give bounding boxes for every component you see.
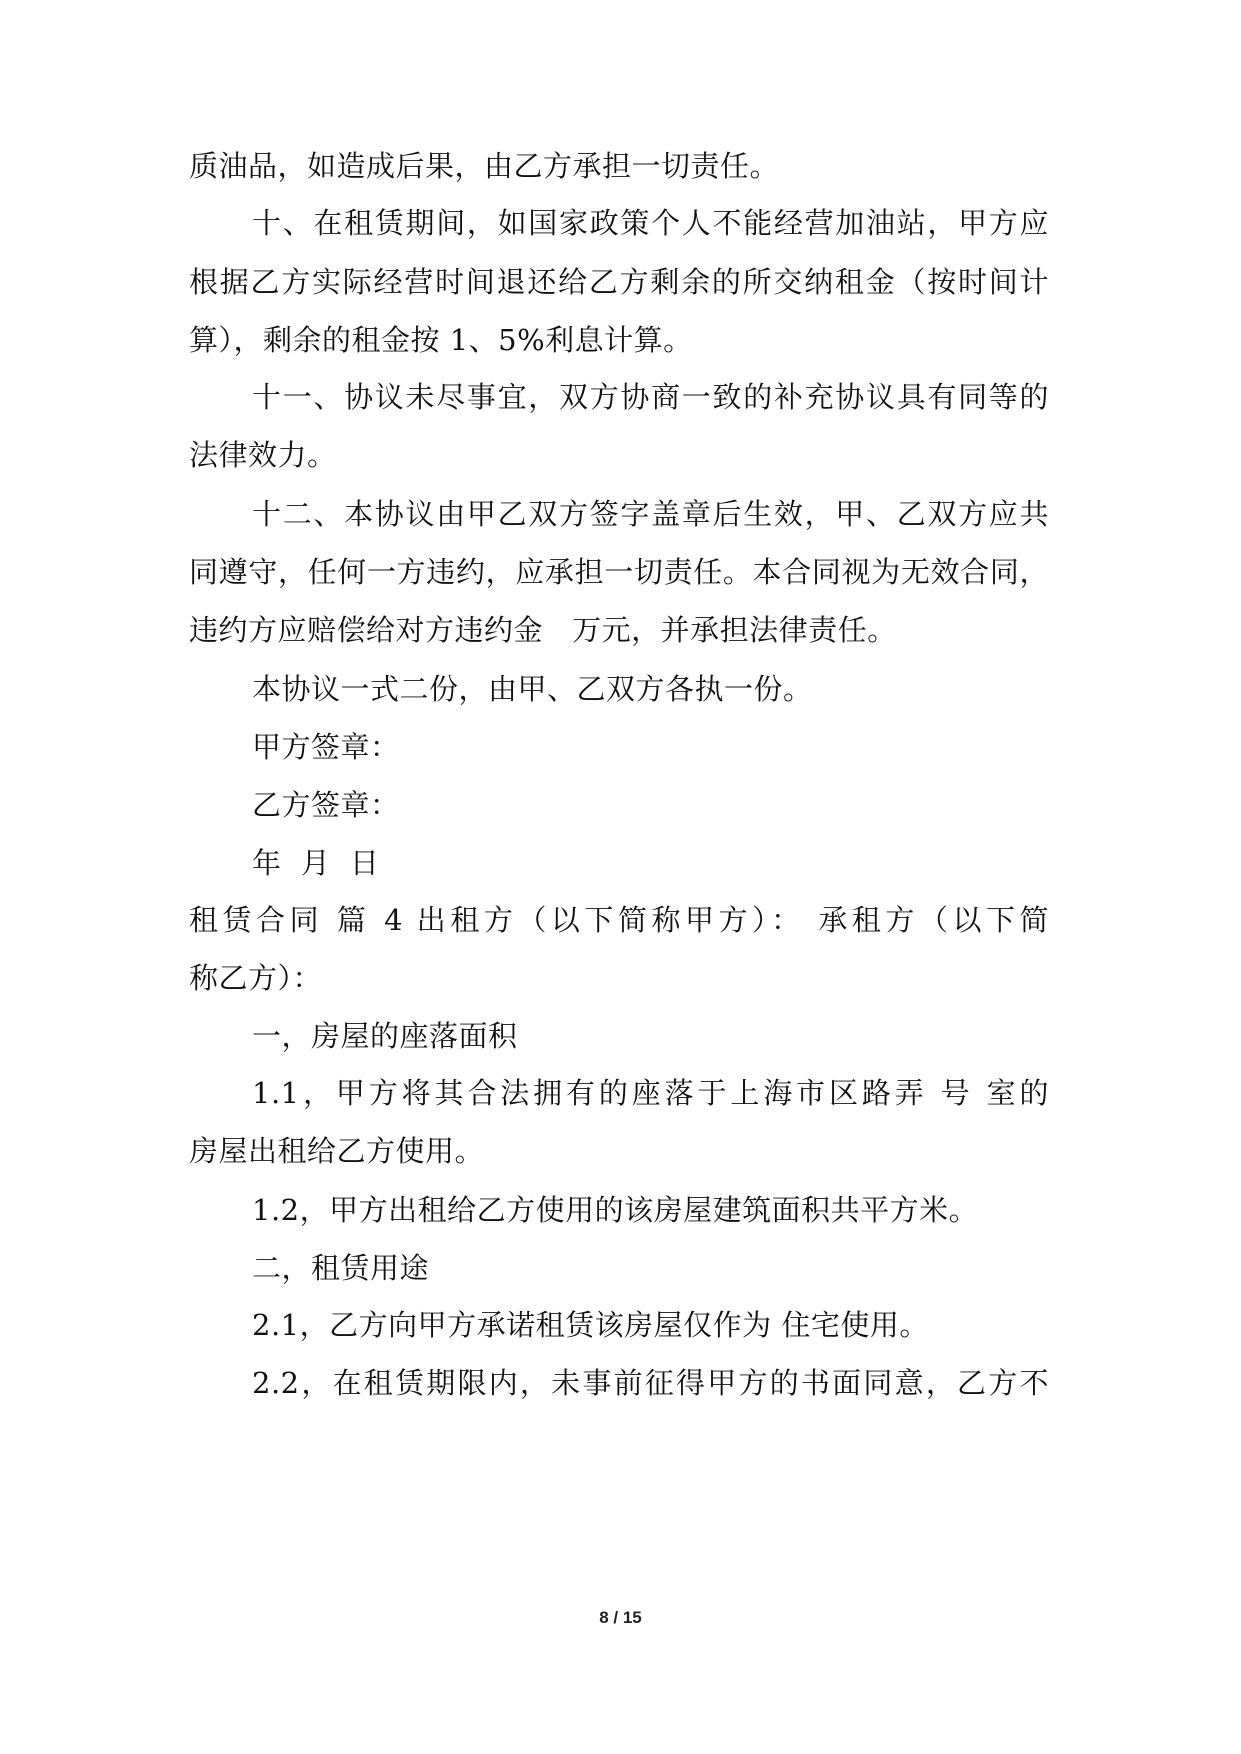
copies-line: 本协议一式二份，由甲、乙双方各执一份。	[252, 672, 813, 706]
clause-1-1-line: 1.1，甲方将其合法拥有的座落于上海市区路弄 号 室的	[252, 1076, 1049, 1110]
clause-2-2-line: 2.2，在租赁期限内，未事前征得甲方的书面同意，乙方不	[252, 1366, 1049, 1400]
body-line: 质油品，如造成后果，由乙方承担一切责任。	[189, 149, 780, 183]
section-one-heading: 一，房屋的座落面积	[252, 1019, 518, 1053]
body-line: 房屋出租给乙方使用。	[189, 1134, 485, 1168]
date-line: 年 月 日	[252, 846, 380, 880]
section-heading-line: 租赁合同 篇 4 出租方（以下简称甲方）： 承租方（以下简	[189, 903, 1049, 937]
clause-2-1-line: 2.1，乙方向甲方承诺租赁该房屋仅作为 住宅使用。	[252, 1308, 929, 1342]
clause-11-line: 十一、协议未尽事宜，双方协商一致的补充协议具有同等的	[252, 380, 1049, 414]
party-a-signature-label: 甲方签章：	[252, 730, 400, 764]
body-line: 称乙方）：	[189, 961, 323, 995]
party-b-signature-label: 乙方签章：	[252, 788, 400, 822]
body-line: 算），剩余的租金按 1、5%利息计算。	[189, 323, 693, 357]
section-two-heading: 二，租赁用途	[252, 1251, 430, 1285]
body-line: 根据乙方实际经营时间退还给乙方剩余的所交纳租金（按时间计	[189, 265, 1049, 299]
clause-12-line: 十二、本协议由甲乙双方签字盖章后生效，甲、乙双方应共	[252, 497, 1049, 531]
body-line: 法律效力。	[189, 438, 337, 472]
page-number: 8 / 15	[599, 1608, 642, 1627]
body-line: 同遵守，任何一方违约，应承担一切责任。本合同视为无效合同，	[189, 555, 1049, 589]
clause-10-line: 十、在租赁期间，如国家政策个人不能经营加油站，甲方应	[252, 206, 1049, 240]
clause-1-2-line: 1.2，甲方出租给乙方使用的该房屋建筑面积共平方米。	[252, 1193, 979, 1227]
body-line: 违约方应赔偿给对方违约金 万元，并承担法律责任。	[189, 613, 897, 647]
